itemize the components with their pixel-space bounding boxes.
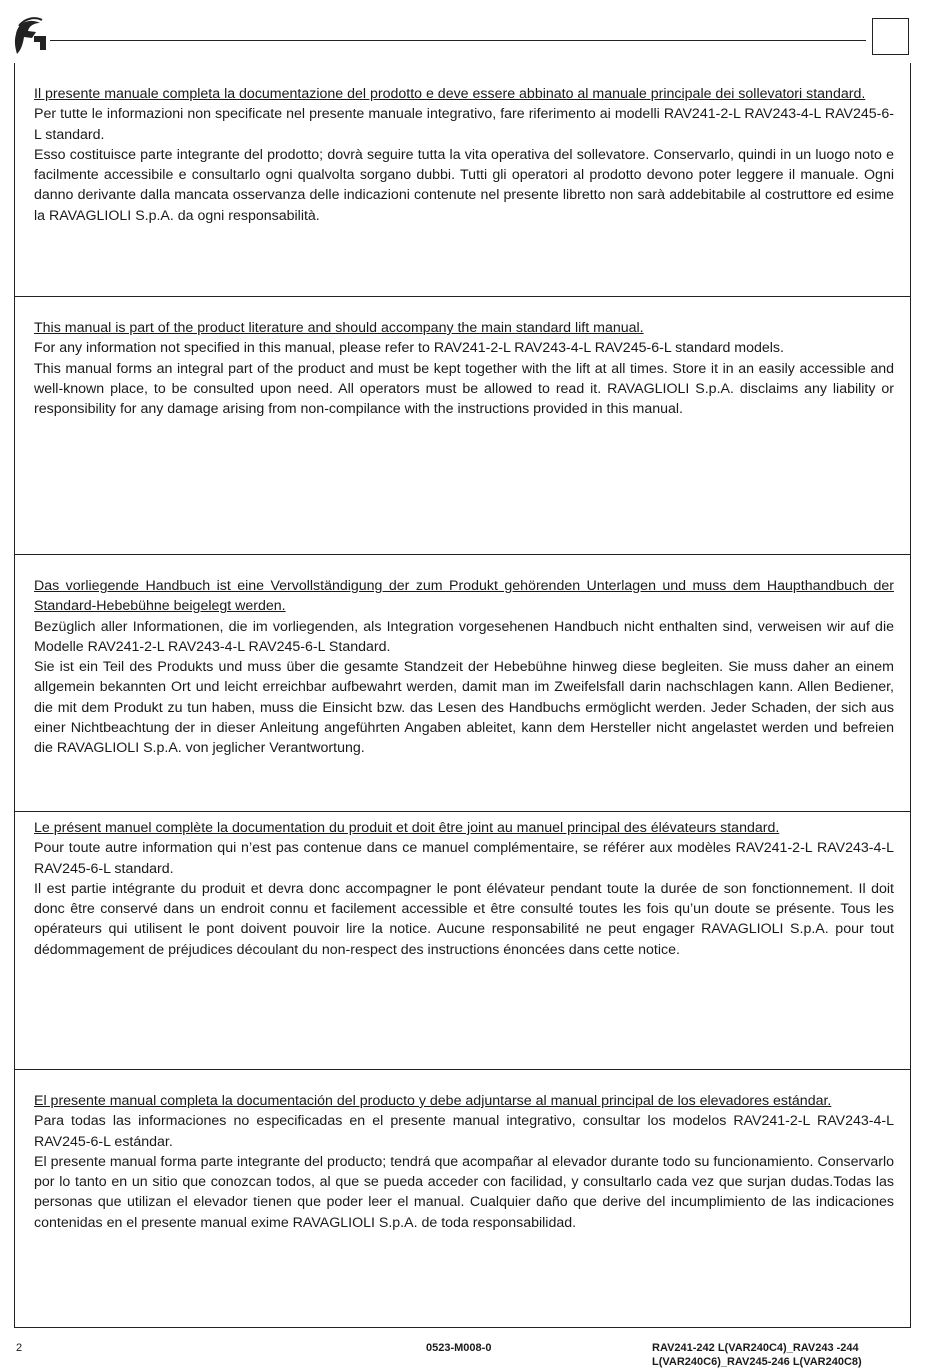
section-english [15, 297, 910, 555]
section-spanish [15, 1070, 910, 1328]
header-rule [50, 40, 866, 41]
document-code: 0523-M008-0 [426, 1342, 492, 1354]
section-lead: Il presente manuale completa la documentazione del prodotto e deve essere abbinato al manuale principale dei sollevatori standard. [34, 86, 866, 102]
section-lead: This manual is part of the product literature and should accompany the main standard lift manual. [34, 320, 644, 336]
section-text [34, 818, 894, 960]
section-lead: Le présent manuel complète la documentation du produit et doit être joint au manuel principal des élévateurs standard. [34, 820, 780, 836]
content-frame [14, 63, 911, 1328]
section-paragraph: Per tutte le informazioni non specificate nel presente manuale integrativo, fare riferimento ai modelli RAV241-2-L RAV243-4-L RAV245-6-L standard. [34, 106, 894, 143]
model-reference [652, 1341, 922, 1369]
section-french [15, 812, 910, 1070]
section-text [34, 84, 894, 226]
section-paragraph: This manual forms an integral part of the product and must be kept together with the lift at all times. Store it in an easily accessible and well-known place, to be consulted upon need. All operators must be allowed to read it. RAVAGLIOLI S.p.A. disclaims any liability or responsibility for any damage arising from non-compilance with the instructions provided in this manual. [34, 360, 894, 418]
section-paragraph: Sie ist ein Teil des Produkts und muss über die gesamte Standzeit der Hebebühne hinweg diese begleiten. Sie muss daher an einem allgemein bekannten Ort und leicht erreichbar aufbewahrt werden, damit man im Zweifelsfall darin nachschlagen kann. Allen Bediener, die mit dem Produkt zu tun haben, muss die Einsicht bzw. das Lesen des Handbuchs ermöglicht werden. Jeder Schaden, der sich aus einer Nichtbeachtung der in dieser Anleitung angeführten Angaben ableitet, kann dem Hersteller nicht angelastet werden und befreien die RAVAGLIOLI S.p.A. von jeglicher Verantwortung. [34, 659, 894, 757]
brand-logo-icon [12, 14, 50, 56]
section-paragraph: Bezüglich aller Informationen, die im vorliegenden, als Integration vorgesehenen Handbuch nicht enthalten sind, verweisen wir auf die Modelle RAV241-2-L RAV243-4-L RAV245-6-L Standard. [34, 618, 894, 655]
section-text [34, 576, 894, 759]
model-reference-line: RAV241-242 L(VAR240C4)_RAV243 -244 [652, 1342, 859, 1354]
section-german [15, 555, 910, 812]
section-paragraph: Para todas las informaciones no especificadas en el presente manual integrativo, consultar los modelos RAV241-2-L RAV243-4-L RAV245-6-L estándar. [34, 1113, 894, 1150]
section-text [34, 318, 894, 419]
section-lead: Das vorliegende Handbuch ist eine Vervollständigung der zum Produkt gehörenden Unterlagen und muss dem Haupthandbuch der Standard-Hebebühne beigelegt werden. [34, 578, 894, 615]
section-paragraph: El presente manual forma parte integrante del producto; tendrá que acompañar al elevador durante todo su funcionamiento. Conservarlo por lo tanto en un sitio que conozcan todos, al que se pueda acceder con facilidad, y consultarlo cada vez que surjan dudas.Todas las personas que utilizan el elevador tienen que poder leer el manual. Cualquier daño que derive del incumplimiento de las indicaciones contenidas en el presente manual exime RAVAGLIOLI S.p.A. de toda responsabilidad. [34, 1153, 894, 1231]
page-number: 2 [16, 1342, 23, 1354]
section-italian [15, 63, 910, 297]
section-paragraph: Il est partie intégrante du produit et devra donc accompagner le pont élévateur pendant toute la durée de son fonctionnement. Il doit donc être conservé dans un endroit connu et facilement accessible et être consulté toutes les fois qu’un doute se présente. Tous les opérateurs qui utilisent le pont doivent pouvoir lire la notice. Aucune responsabilité ne peut engager RAVAGLIOLI S.p.A. pour tout dédommagement de préjudices découlant du non-respect des instructions énoncées dans cette notice. [34, 880, 894, 958]
model-reference-line: L(VAR240C6)_RAV245-246 L(VAR240C8) [652, 1356, 862, 1368]
section-paragraph: For any information not specified in this manual, please refer to RAV241-2-L RAV243-4-L RAV245-6-L standard models. [34, 340, 784, 357]
section-paragraph: Pour toute autre information qui n’est pas contenue dans ce manuel complémentaire, se référer aux modèles RAV241-2-L RAV243-4-L RAV245-6-L standard. [34, 840, 894, 877]
section-paragraph: Esso costituisce parte integrante del prodotto; dovrà seguire tutta la vita operativa del sollevatore. Conservarlo, quindi in un luogo noto e facilmente accessibile e consultarlo ogni qualvolta sorgano dubbi. Tutti gli operatori al prodotto devono poter leggere il manuale. Ogni danno derivante dalla mancata osservanza delle indicazioni contenute nel presente libretto non sarà addebitabile al costruttore ed esime la RAVAGLIOLI S.p.A. da ogni responsabilità. [34, 146, 894, 224]
section-lead: El presente manual completa la documentación del producto y debe adjuntarse al manual principal de los elevadores estándar. [34, 1093, 832, 1109]
section-text [34, 1091, 894, 1233]
header-corner-box [872, 18, 909, 55]
